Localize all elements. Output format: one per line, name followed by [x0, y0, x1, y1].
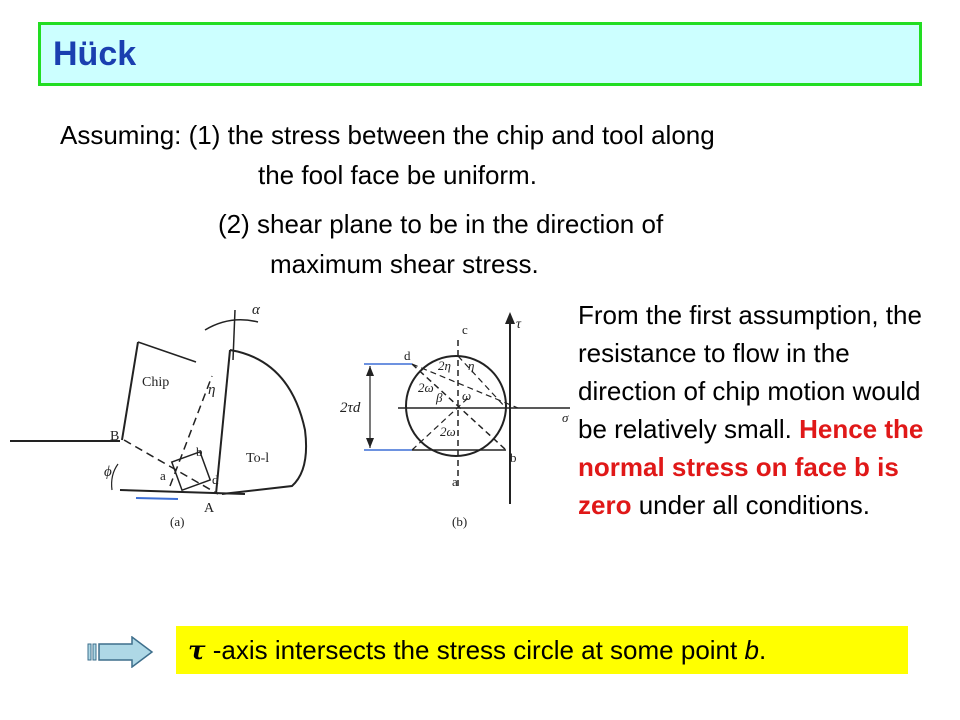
label-d: d — [212, 472, 219, 487]
label-tool: To-l — [246, 451, 270, 466]
chip-top-edge — [138, 342, 196, 362]
paragraph-text-2: under all conditions. — [638, 490, 870, 520]
vertical-ref — [233, 310, 235, 360]
label-beta: β — [436, 390, 443, 405]
slide-title: Hück — [53, 35, 137, 73]
dim-arrow-bottom — [366, 438, 374, 448]
assumption-line-3: (2) shear plane to be in the direction of — [218, 209, 664, 239]
cutting-diagram-figure — [0, 290, 572, 540]
blue-ref-line — [136, 498, 178, 499]
paragraph-highlight: Hence the normal stress on face b is zero — [578, 414, 924, 520]
label-tau-axis: τ — [516, 317, 522, 332]
tool-profile — [222, 350, 306, 494]
label-sigma-axis: σ — [562, 410, 569, 425]
caption-a: (a) — [170, 514, 185, 529]
label-c: c — [462, 322, 468, 337]
chip-outer-edge — [122, 342, 138, 440]
label-b2: b — [510, 450, 517, 465]
label-2taud: 2τd — [340, 400, 361, 416]
label-omega: ω — [462, 388, 472, 403]
label-alpha: α — [252, 302, 260, 318]
explanation-paragraph — [578, 296, 954, 524]
label-B: B — [110, 429, 120, 444]
tau-symbol: τ — [188, 636, 206, 666]
assumption-line-2: the fool face be uniform. — [258, 160, 537, 190]
paragraph-text-1: From the first assumption, the resistance to flow in the direction of chip motion would be relatively small. — [578, 300, 922, 444]
label-eta2: η — [468, 358, 475, 373]
label-chip: Chip — [142, 375, 170, 390]
label-eta: η — [208, 382, 216, 398]
label-d2: d — [404, 348, 411, 363]
label-2omega: 2ω — [418, 380, 434, 395]
element-square — [172, 452, 210, 490]
label-b: b — [196, 444, 203, 459]
assumption-line-4: maximum shear stress. — [270, 249, 539, 279]
angle-arc-phi — [112, 464, 118, 490]
conclusion-text-1: -axis intersects the stress circle at some point — [205, 635, 745, 665]
label-phi: ϕ — [104, 464, 112, 480]
label-2omega2: 2ω — [440, 424, 456, 439]
label-a2: a — [452, 474, 458, 489]
shear-plane-line — [124, 440, 218, 494]
conclusion-period: . — [758, 635, 767, 665]
label-A: A — [204, 501, 215, 516]
conclusion-box — [176, 626, 908, 674]
tau-axis-arrow — [505, 312, 515, 324]
angle-arc-alpha — [205, 320, 258, 330]
dim-arrow-top — [366, 366, 374, 376]
caption-b: (b) — [452, 514, 468, 529]
conclusion-text — [188, 635, 766, 666]
conclusion-point-b: b — [744, 635, 759, 665]
title-box — [38, 22, 922, 86]
assumption-line-1: Assuming: (1) the stress between the chip and tool along — [60, 120, 715, 150]
label-2eta: 2η — [438, 358, 451, 373]
label-a: a — [160, 468, 166, 483]
right-arrow-icon — [86, 636, 156, 668]
